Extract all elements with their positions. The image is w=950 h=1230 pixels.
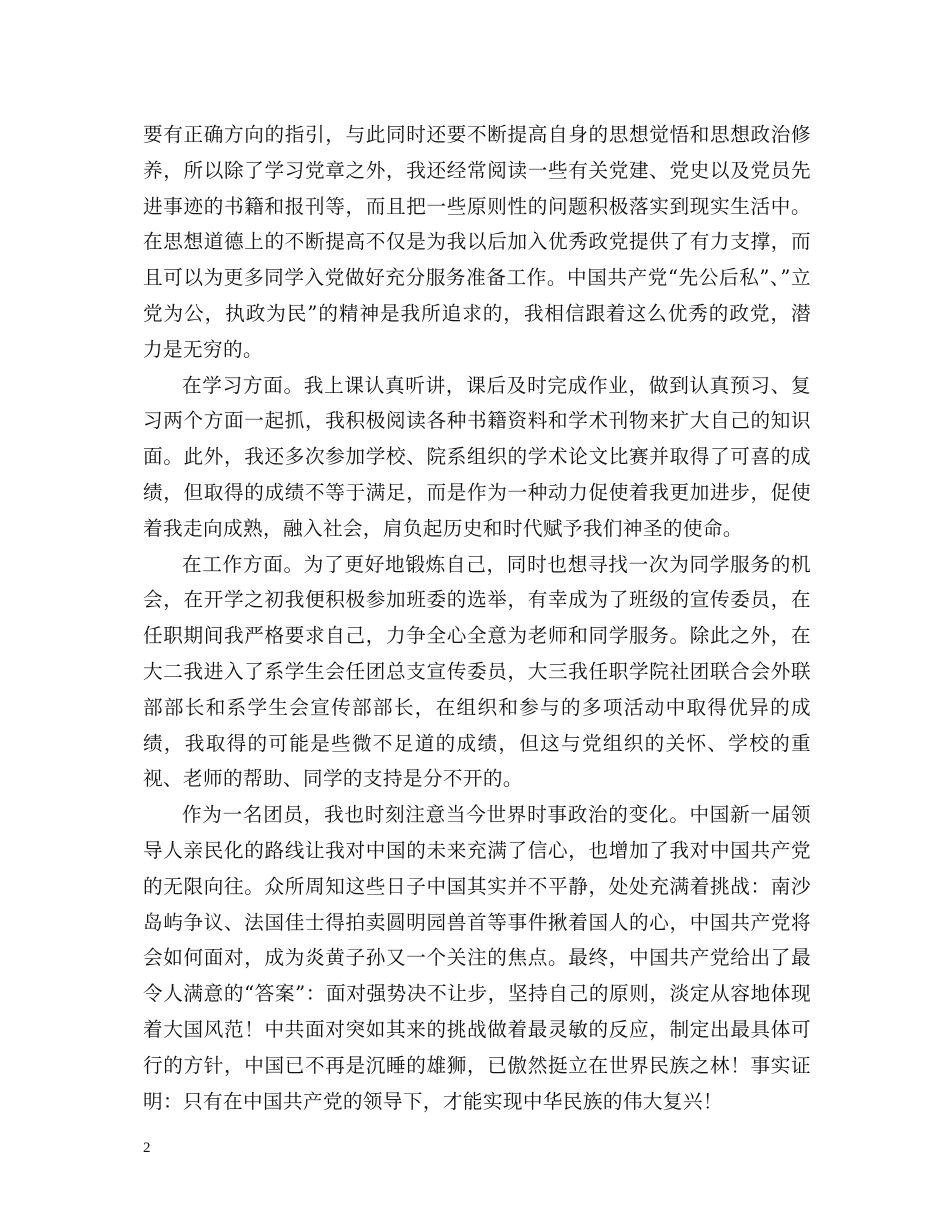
page-body xyxy=(143,117,811,1119)
paragraph-current-affairs: 作为一名团员，我也时刻注意当今世界时事政治的变化。中国新一届领导人亲民化的路线让我对中国的未来充满了信心，也增加了我对中国共产党的无限向往。众所周知这些日子中国其实并不平静，处处充满着挑战：南沙岛屿争议、法国佳士得拍卖圆明园兽首等事件揪着国人的心，中国共产党将会如何面对，成为炎黄子孙又一个关注的焦点。最终，中国共产党给出了最令人满意的“答案”：面对强势决不让步，坚持自己的原则，淡定从容地体现着大国风范！中共面对突如其来的挑战做着最灵敏的反应，制定出最具体可行的方针，中国已不再是沉睡的雄狮，已傲然挺立在世界民族之林！事实证明：只有在中国共产党的领导下，才能实现中华民族的伟大复兴！ xyxy=(143,803,811,1113)
paragraph-continuation: 要有正确方向的指引，与此同时还要不断提高自身的思想觉悟和思想政治修养，所以除了学习党章之外，我还经常阅读一些有关党建、党史以及党员先进事迹的书籍和报刊等，而且把一些原则性的问题积极落实到现实生活中。在思想道德上的不断提高不仅是为我以后加入优秀政党提供了有力支撑，而且可以为更多同学入党做好充分服务准备工作。中国共产党“先公后私”、”立党为公，执政为民”的精神是我所追求的，我相信跟着这么优秀的政党，潜力是无穷的。 xyxy=(143,123,811,361)
paragraph-work: 在工作方面。为了更好地锻炼自己，同时也想寻找一次为同学服务的机会，在开学之初我便积极参加班委的选举，有幸成为了班级的宣传委员，在任职期间我严格要求自己，力争全心全意为老师和同学服务。除此之外，在大二我进入了系学生会任团总支宣传委员，大三我任职学院社团联合会外联部部长和系学生会宣传部部长，在组织和参与的多项活动中取得优异的成绩，我取得的可能是些微不足道的成绩，但这与党组织的关怀、学校的重视、老师的帮助、同学的支持是分不开的。 xyxy=(143,552,811,791)
page-number: 2 xyxy=(143,1140,151,1156)
paragraph-study: 在学习方面。我上课认真听讲，课后及时完成作业，做到认真预习、复习两个方面一起抓，我积极阅读各种书籍资料和学术刊物来扩大自己的知识面。此外，我还多次参加学校、院系组织的学术论文比赛并取得了可喜的成绩，但取得的成绩不等于满足，而是作为一种动力促使着我更加进步，促使着我走向成熟，融入社会，肩负起历史和时代赋予我们神圣的使命。 xyxy=(143,373,811,540)
